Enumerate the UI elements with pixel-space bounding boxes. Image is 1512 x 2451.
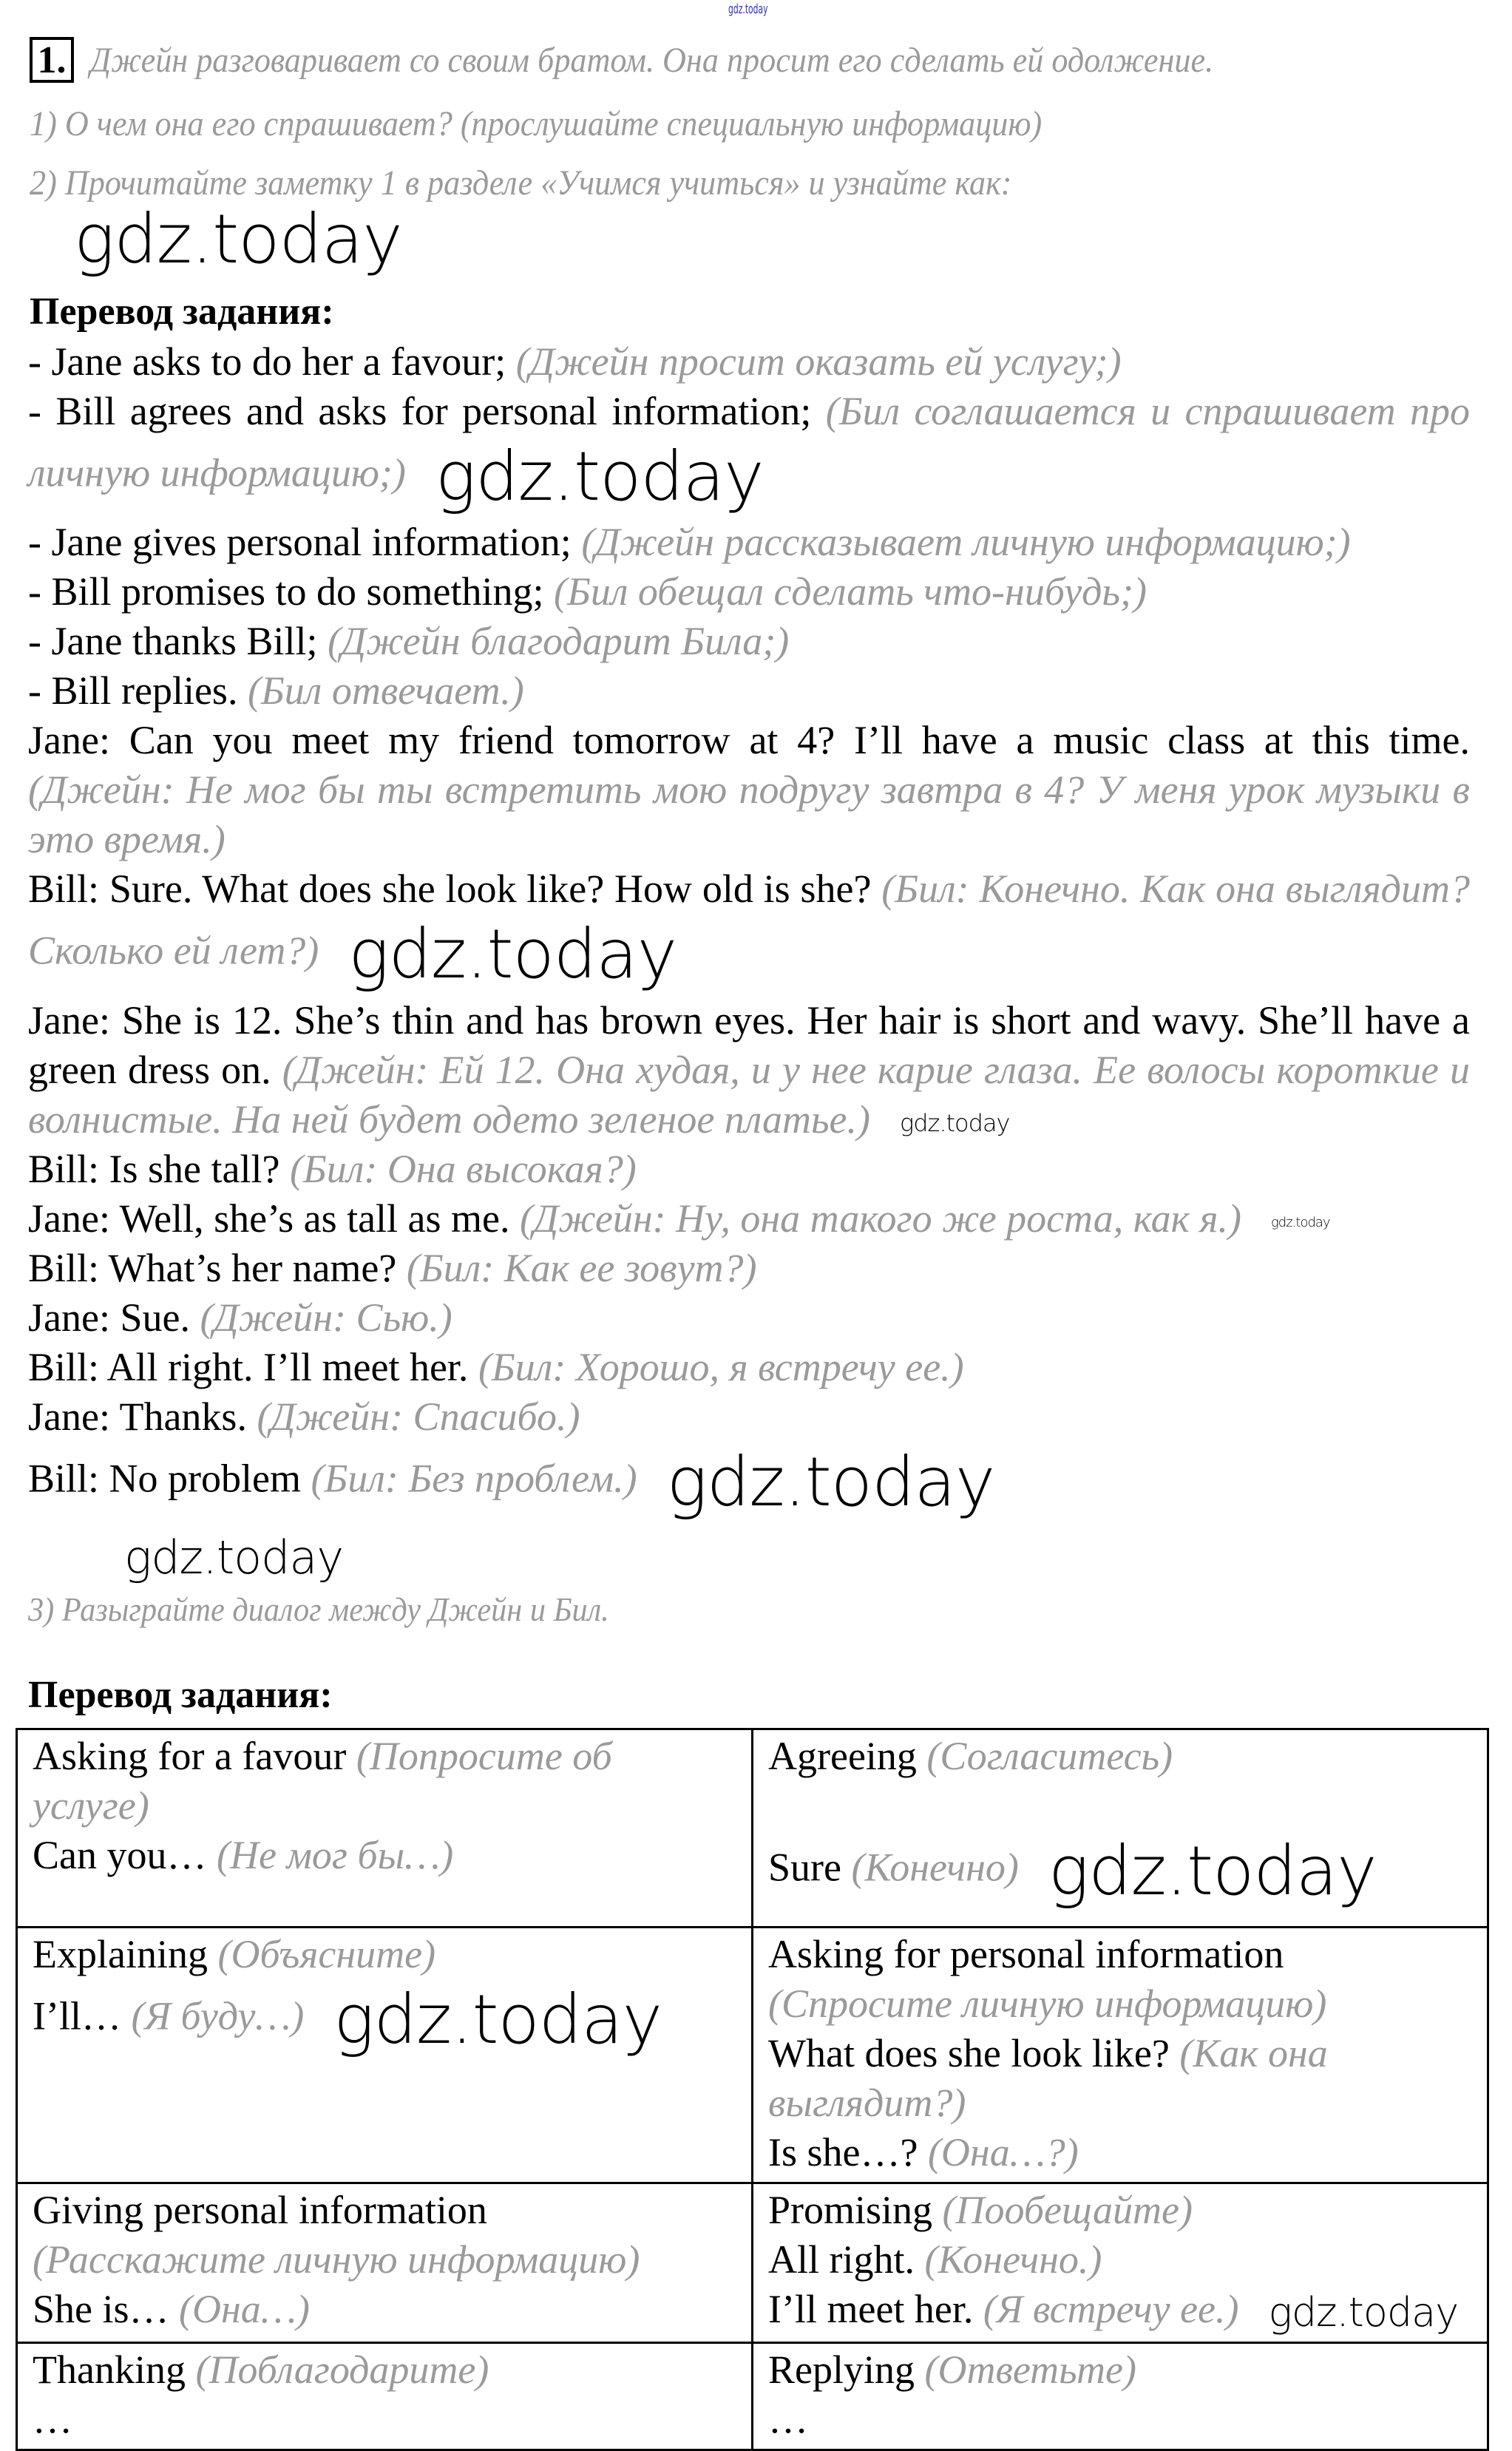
russian-translation: (Джейн: Не мог бы ты встретить мою подругу завтра в 4? У меня урок музыки в это время.) <box>28 767 1470 862</box>
russian-translation: (Она…?) <box>927 2130 1079 2175</box>
table-row <box>17 2343 1488 2450</box>
english-text: Explaining <box>33 1932 218 1977</box>
cell-line <box>33 1979 736 2061</box>
table-row <box>17 1729 1488 1928</box>
english-text: Is she…? <box>768 2130 928 2175</box>
english-text: Giving personal information <box>33 2188 487 2233</box>
english-text: Jane: Well, she’s as tall as me. <box>28 1196 521 1241</box>
russian-translation: (Бил: Она высокая?) <box>289 1146 637 1191</box>
cell-line <box>33 1831 736 1880</box>
cell-line <box>33 1930 736 1979</box>
watermark-top: gdz.today <box>728 1 768 17</box>
russian-translation: (Пообещайте) <box>942 2188 1193 2233</box>
text-line <box>28 518 1470 567</box>
english-text: Bill: What’s her name? <box>28 1245 407 1290</box>
russian-translation: (Расскажите личную информацию) <box>33 2237 640 2282</box>
russian-translation: (Джейн просит оказать ей услугу;) <box>515 339 1122 384</box>
content-flow <box>28 337 1470 2451</box>
english-text: Asking for a favour <box>33 1734 356 1779</box>
russian-translation: (Джейн рассказывает личную информацию;) <box>581 520 1351 565</box>
table-cell <box>753 2183 1488 2343</box>
english-text: Thanking <box>33 2347 196 2393</box>
table-row <box>17 2183 1488 2343</box>
cell-line <box>768 2235 1472 2285</box>
dialogue-text <box>28 337 1470 1523</box>
watermark: gdz.today <box>666 1442 995 1522</box>
exercise-number: 1. <box>30 37 74 83</box>
english-text: I’ll… <box>33 1993 132 2038</box>
russian-translation: (Объясните) <box>217 1932 436 1977</box>
cell-line <box>768 2395 1472 2444</box>
english-text: - Bill promises to do something; <box>28 569 554 614</box>
table-cell <box>17 1729 753 1928</box>
english-text: Bill: Is she tall? <box>28 1146 290 1191</box>
watermark: gdz.today <box>333 1980 662 2060</box>
english-text: - Jane gives personal information; <box>28 520 582 565</box>
text-line <box>28 1244 1470 1293</box>
english-text: - Jane thanks Bill; <box>28 619 328 664</box>
text-line <box>28 1145 1470 1194</box>
english-text: Bill: No problem <box>28 1456 311 1501</box>
text-line <box>28 1392 1470 1442</box>
table-cell <box>17 1928 753 2183</box>
cell-line <box>33 2285 736 2334</box>
english-text: Can you… <box>33 1833 217 1878</box>
russian-translation: (Джейн: Ей 12. Она худая, и у нее карие глаза. Ее волосы короткие и волнистые. На ней будет одето зеленое платье.) <box>28 1047 1470 1142</box>
english-text: … <box>768 2397 808 2442</box>
russian-translation: (Я встречу ее.) <box>983 2287 1239 2332</box>
cell-line <box>768 1781 1472 1831</box>
cell-line <box>768 2128 1472 2177</box>
watermark: gdz.today <box>1270 1214 1330 1230</box>
english-text: Sure <box>768 1845 852 1890</box>
table-cell <box>753 1928 1488 2183</box>
watermark: gdz.today <box>1048 1831 1377 1911</box>
text-line <box>28 1442 1470 1523</box>
task-intro: Джейн разговаривает со своим братом. Она просит его сделать ей одолжение. <box>90 41 1214 80</box>
cell-line <box>768 2345 1472 2395</box>
text-line <box>28 567 1470 617</box>
russian-translation: (Бил соглашается и спрашивает про личную информацию;) <box>28 389 1470 495</box>
russian-translation: (Попросите об услуге) <box>33 1734 612 1828</box>
english-text: Jane: Can you meet my friend tomorrow at 4? I’ll have a music class at this time. <box>28 718 1470 763</box>
text-line <box>28 996 1470 1145</box>
english-text: What does she look like? <box>768 2031 1180 2076</box>
russian-translation: (Джейн: Ну, она такого же роста, как я.) <box>520 1196 1241 1241</box>
russian-translation: (Джейн: Спасибо.) <box>257 1394 580 1439</box>
cell-line <box>33 2395 736 2444</box>
russian-translation: (Поблагодарите) <box>195 2347 489 2393</box>
russian-translation: (Бил: Без проблем.) <box>311 1456 637 1501</box>
cell-line <box>33 2345 736 2395</box>
cell-line <box>768 2186 1472 2235</box>
russian-translation: (Бил: Конечно. Как она выглядит? Сколько ей лет?) <box>28 867 1470 973</box>
russian-translation: (Ответьте) <box>924 2347 1136 2393</box>
russian-translation: (Джейн: Сью.) <box>200 1295 452 1340</box>
english-text: - Bill agrees and asks for personal information; <box>28 389 826 433</box>
russian-translation: (Я буду…) <box>131 1993 305 2038</box>
text-line <box>28 1194 1470 1244</box>
russian-translation: (Конечно.) <box>924 2237 1102 2282</box>
text-line <box>28 666 1470 716</box>
watermark: gdz.today <box>348 915 677 994</box>
table-cell <box>17 2183 753 2343</box>
russian-translation: (Как она выглядит?) <box>768 2031 1328 2126</box>
cell-line <box>768 2285 1472 2337</box>
english-text: Jane: Thanks. <box>28 1394 257 1439</box>
watermark: gdz.today <box>1268 2289 1459 2336</box>
english-text: Jane: Sue. <box>28 1295 200 1340</box>
table-cell <box>753 1729 1488 1928</box>
english-text: She is… <box>33 2287 180 2332</box>
text-line <box>28 716 1470 864</box>
russian-translation: (Согласитесь) <box>926 1734 1173 1779</box>
english-text: Replying <box>768 2347 925 2393</box>
watermark: gdz.today <box>900 1109 1010 1138</box>
english-text: - Jane asks to do her a favour; <box>28 339 516 384</box>
phrases-table <box>16 1728 1489 2451</box>
russian-translation: (Не мог бы…) <box>217 1833 454 1878</box>
english-text: Agreeing <box>768 1734 927 1779</box>
table-cell <box>17 2343 753 2450</box>
cell-line <box>33 2235 736 2285</box>
english-text: I’ll meet her. <box>768 2287 983 2332</box>
task-2: 2) Прочитайте заметку 1 в разделе «Учимся учиться» и узнайте как: <box>30 163 1012 203</box>
task-3: 3) Разыграйте диалог между Джейн и Бил. <box>28 1590 609 1628</box>
watermark: gdz.today <box>124 1530 344 1585</box>
russian-translation: (Конечно) <box>851 1845 1019 1890</box>
russian-translation: (Бил: Как ее зовут?) <box>406 1245 757 1290</box>
russian-translation: (Она…) <box>179 2287 310 2332</box>
task-1: 1) О чем она его спрашивает? (прослушайте специальную информацию) <box>30 104 1043 143</box>
english-text: Promising <box>768 2188 943 2233</box>
english-text: Bill: All right. I’ll meet her. <box>28 1344 478 1389</box>
text-line <box>28 1293 1470 1343</box>
cell-line <box>768 1831 1472 1912</box>
table-cell <box>753 2343 1488 2450</box>
watermark: gdz.today <box>435 437 764 516</box>
russian-translation: (Бил отвечает.) <box>247 668 524 713</box>
english-text: … <box>33 2397 72 2442</box>
russian-translation: (Спросите личную информацию) <box>768 1982 1327 2027</box>
translation-heading: Перевод задания: <box>30 291 334 333</box>
russian-translation: (Бил обещал сделать что-нибудь;) <box>554 569 1147 614</box>
cell-line <box>768 1732 1472 1781</box>
watermark: gdz.today <box>74 200 402 279</box>
cell-line <box>768 2029 1472 2128</box>
translation-heading-2: Перевод задания: <box>28 1674 333 1717</box>
text-line <box>28 1343 1470 1392</box>
text-line <box>28 387 1470 518</box>
text-line <box>28 617 1470 666</box>
english-text: Jane: She is 12. She’s thin and has brown eyes. Her hair is short and wavy. She’ll have a green dress on. <box>28 997 1470 1092</box>
text-line <box>28 864 1470 995</box>
english-text: Bill: Sure. What does she look like? How old is she? <box>28 867 882 912</box>
text-line <box>28 337 1470 387</box>
english-text: Asking for personal information <box>768 1932 1284 1977</box>
russian-translation: (Джейн благодарит Била;) <box>327 619 790 664</box>
russian-translation: (Бил: Хорошо, я встречу ее.) <box>478 1344 964 1389</box>
cell-line <box>768 1930 1472 1979</box>
cell-line <box>33 1732 736 1831</box>
english-text: - Bill replies. <box>28 668 248 713</box>
cell-line <box>33 2186 736 2235</box>
cell-line <box>768 1979 1472 2029</box>
table-row <box>17 1928 1488 2183</box>
english-text: All right. <box>768 2237 925 2282</box>
